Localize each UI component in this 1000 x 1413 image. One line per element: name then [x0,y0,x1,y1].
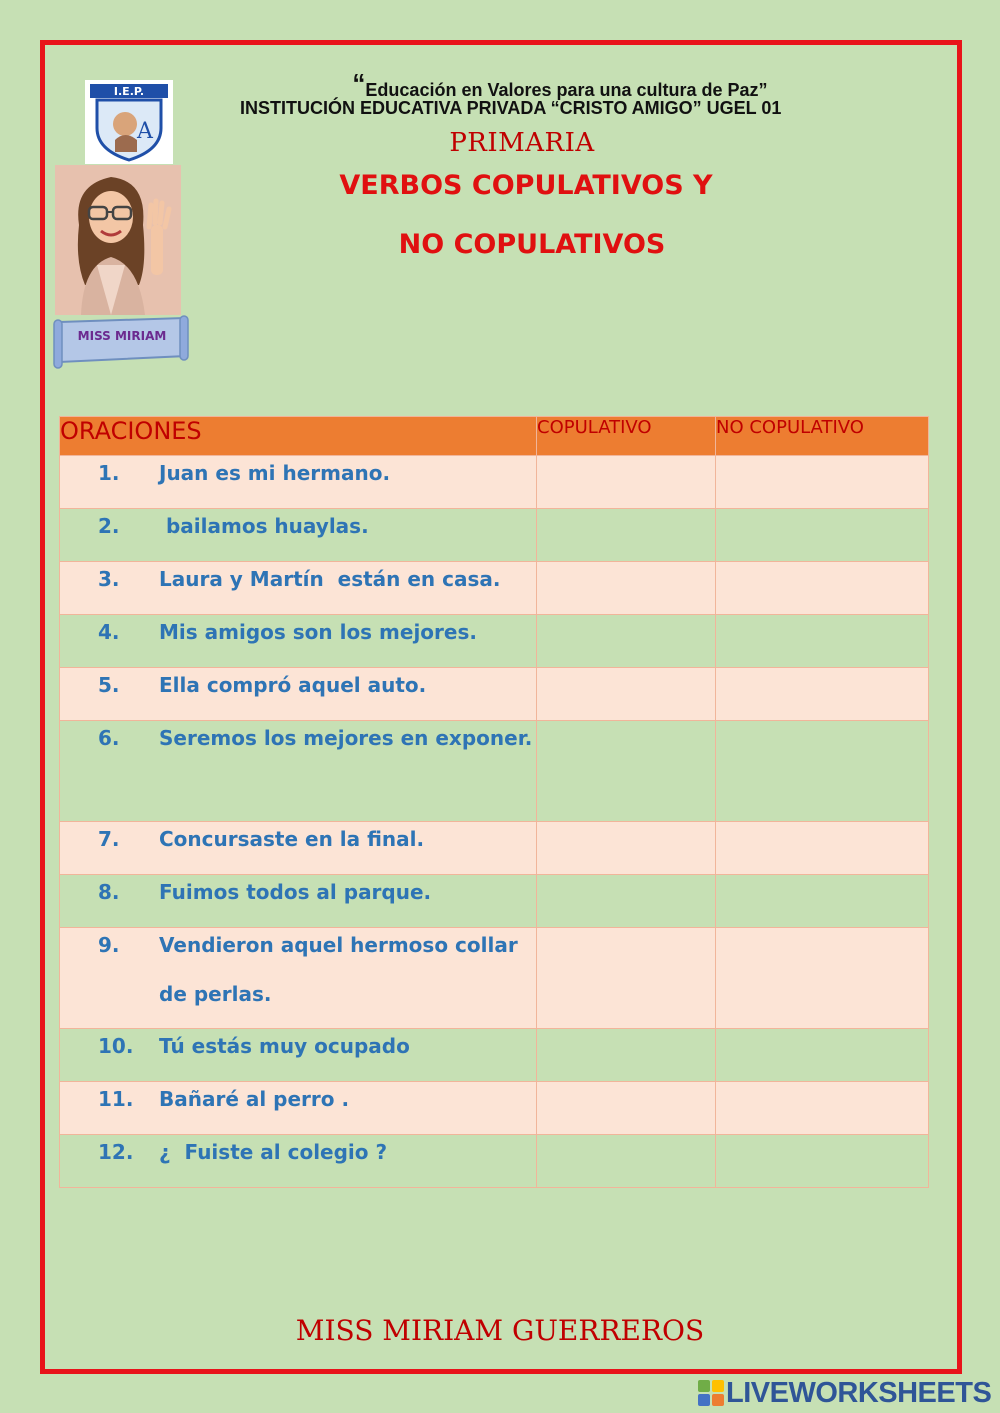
copulative-answer-cell[interactable] [537,1029,716,1082]
liveworksheets-watermark [698,1375,998,1411]
table-row [60,721,929,822]
sentence-text: Seremos los mejores en exponer. [159,726,533,750]
copulative-answer-cell[interactable] [537,509,716,562]
sentence-number: 10. [98,1034,134,1058]
sentence-cell [60,668,537,721]
sentence-cell [60,562,537,615]
table-row [60,822,929,875]
sentence-text: Bañaré al perro . [159,1087,350,1111]
sentence-text: Fuimos todos al parque. [159,880,432,904]
page-title-line-2: NO COPULATIVOS [398,229,666,260]
copulative-answer-cell[interactable] [537,562,716,615]
copulative-answer-cell[interactable] [537,1082,716,1135]
liveworksheets-logo-icon [698,1380,724,1406]
sentence-number: 1. [98,461,120,485]
non-copulative-answer-cell[interactable] [716,615,929,668]
liveworksheets-wordmark: LIVEWORKSHEETS [726,1377,992,1409]
table-row [60,1029,929,1082]
non-copulative-answer-cell[interactable] [716,456,929,509]
copulative-answer-cell[interactable] [537,1135,716,1188]
section-label: PRIMARIA [449,128,595,158]
non-copulative-answer-cell[interactable] [716,822,929,875]
sentences-table [59,416,929,1188]
column-header-sentences: ORACIONES [60,417,537,456]
sentence-number: 11. [98,1087,134,1111]
sentence-cell [60,721,537,822]
copulative-answer-cell[interactable] [537,875,716,928]
sentence-number: 4. [98,620,120,644]
institution-name: INSTITUCIÓN EDUCATIVA PRIVADA “CRISTO AMIGO” UGEL 01 [240,98,782,118]
table-row [60,562,929,615]
copulative-answer-cell[interactable] [537,928,716,1029]
sentence-cell [60,456,537,509]
table-row [60,509,929,562]
non-copulative-answer-cell[interactable] [716,928,929,1029]
sentence-number: 9. [98,933,120,957]
sentence-text: Vendieron aquel hermoso collar de perlas. [159,933,518,1006]
table-row [60,1135,929,1188]
sentence-text: Mis amigos son los mejores. [159,620,477,644]
svg-text:A: A [137,119,153,144]
school-motto: “Educación en Valores para una cultura de Paz” [352,68,768,100]
table-row [60,456,929,509]
sentence-cell [60,875,537,928]
sentence-number: 5. [98,673,120,697]
sentence-text: Concursaste en la final. [159,827,425,851]
non-copulative-answer-cell[interactable] [716,1135,929,1188]
sentence-number: 6. [98,726,120,750]
sentence-number: 7. [98,827,120,851]
sentence-cell [60,822,537,875]
author-signature: MISS MIRIAM GUERREROS [295,1314,705,1347]
page-title-line-1: VERBOS COPULATIVOS Y [339,170,713,201]
teacher-avatar [55,165,181,315]
sentence-cell [60,615,537,668]
table-row [60,1082,929,1135]
column-header-copulative: COPULATIVO [537,417,716,456]
sentence-text: Laura y Martín están en casa. [159,567,501,591]
table-row [60,928,929,1029]
sentence-cell [60,1135,537,1188]
copulative-answer-cell[interactable] [537,668,716,721]
school-logo [85,80,173,164]
sentence-number: 3. [98,567,120,591]
sentence-cell [60,509,537,562]
table-row [60,615,929,668]
non-copulative-answer-cell[interactable] [716,1082,929,1135]
sentence-number: 2. [98,514,120,538]
svg-text:I.E.P.: I.E.P. [113,85,145,98]
non-copulative-answer-cell[interactable] [716,562,929,615]
non-copulative-answer-cell[interactable] [716,1029,929,1082]
sentence-number: 12. [98,1140,134,1164]
sentence-text: Tú estás muy ocupado [159,1034,410,1058]
sentence-text: Ella compró aquel auto. [159,673,427,697]
sentence-text: bailamos huaylas. [159,514,369,538]
teacher-name-label: MISS MIRIAM [77,329,167,343]
sentence-number: 8. [98,880,120,904]
non-copulative-answer-cell[interactable] [716,721,929,822]
copulative-answer-cell[interactable] [537,721,716,822]
sentence-cell [60,1029,537,1082]
copulative-answer-cell[interactable] [537,822,716,875]
sentence-text: Juan es mi hermano. [159,461,391,485]
copulative-answer-cell[interactable] [537,456,716,509]
copulative-answer-cell[interactable] [537,615,716,668]
sentence-cell [60,1082,537,1135]
sentence-cell [60,928,537,1029]
table-row [60,875,929,928]
column-header-non-copulative: NO COPULATIVO [716,417,929,456]
sentence-text: ¿ Fuiste al colegio ? [159,1140,388,1164]
non-copulative-answer-cell[interactable] [716,509,929,562]
non-copulative-answer-cell[interactable] [716,668,929,721]
non-copulative-answer-cell[interactable] [716,875,929,928]
table-row [60,668,929,721]
